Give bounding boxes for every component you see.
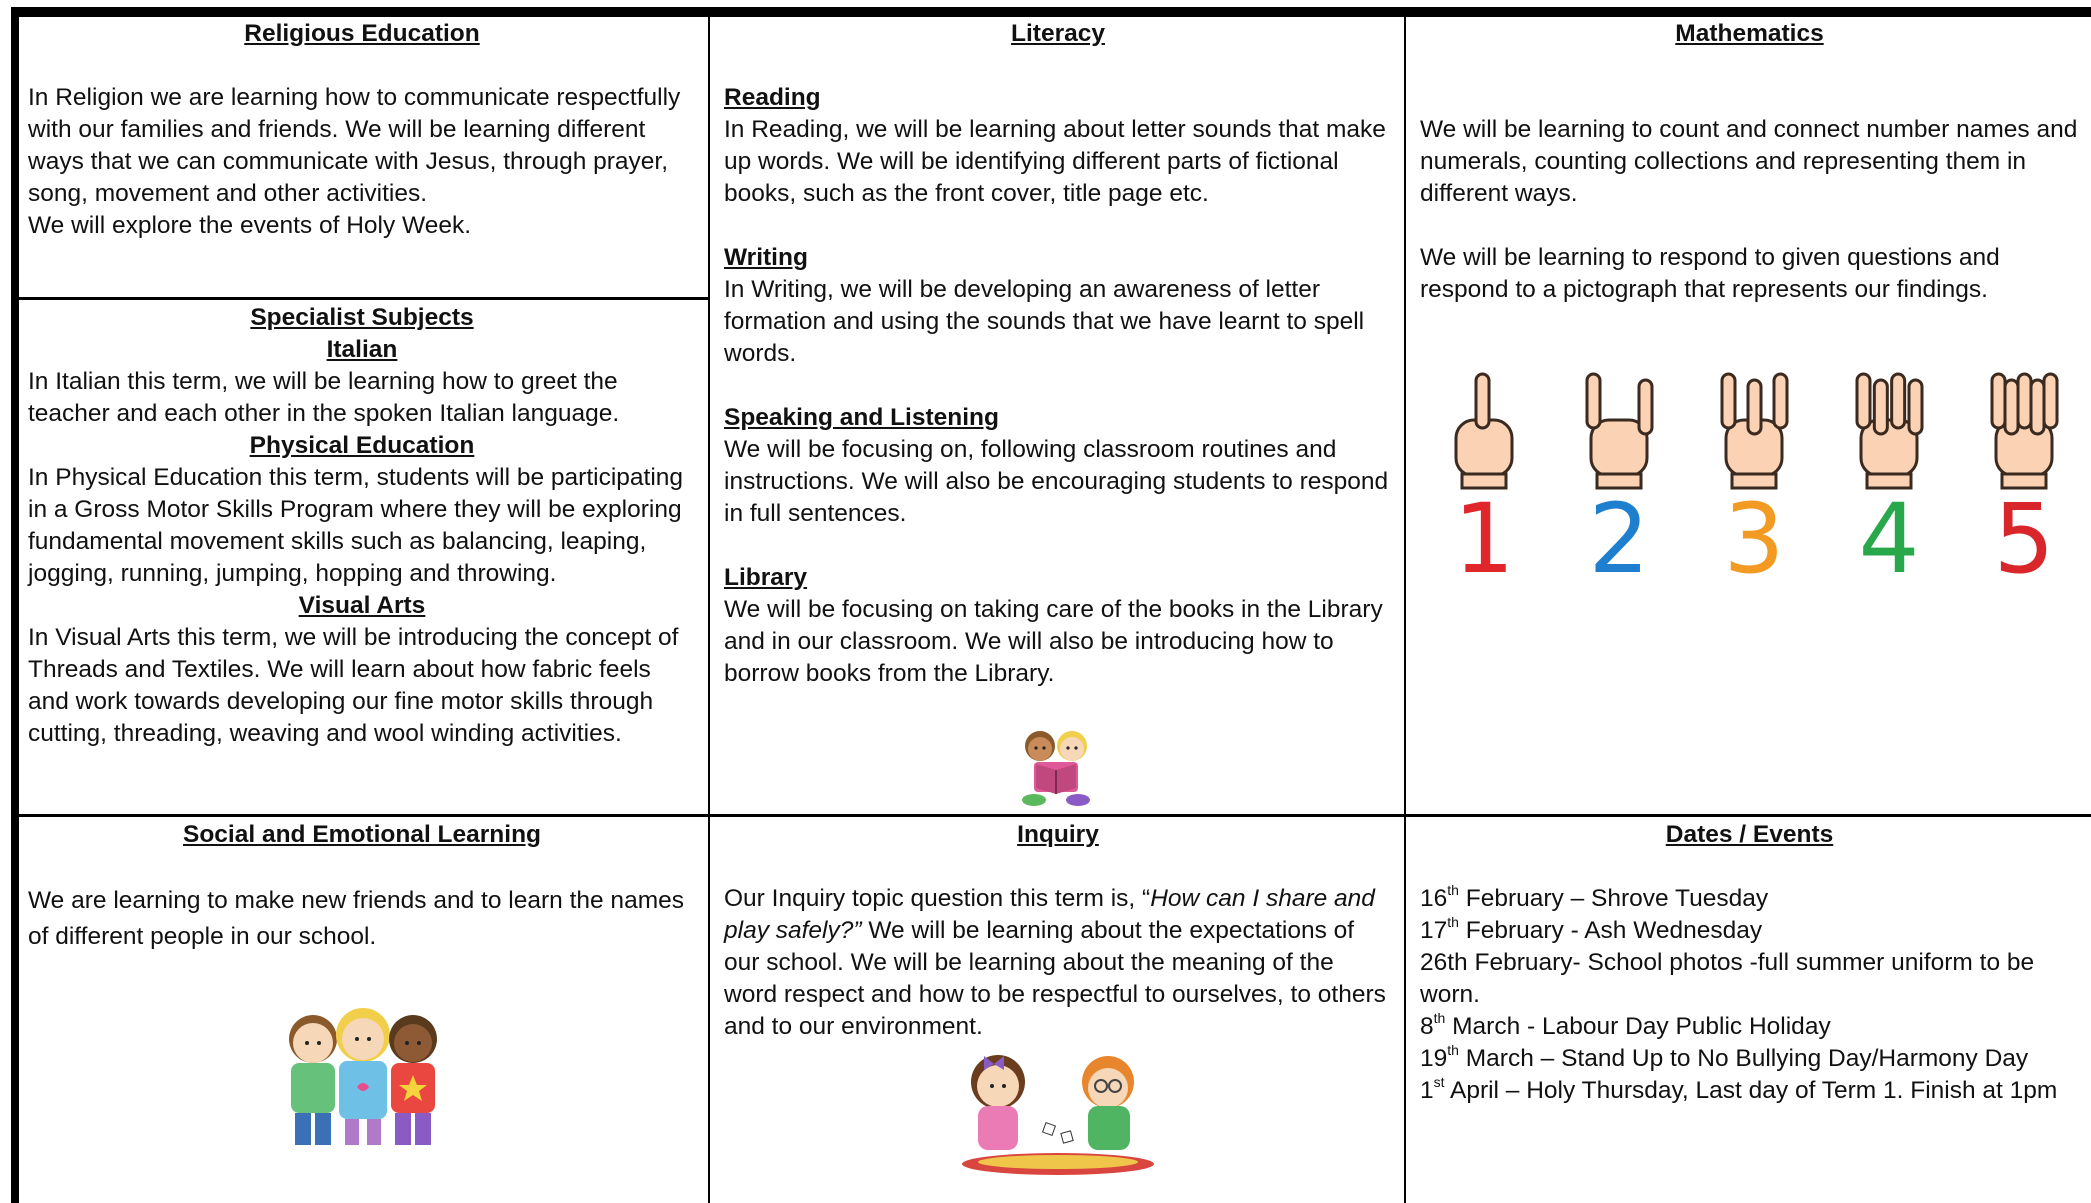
inquiry-question: How can I share and play safely?” [724, 885, 1375, 944]
event-item [1420, 947, 2079, 1011]
library-text: We will be focusing on taking care of the books in the Library and in our classroom. We will also be introducing how to borrow books from the Library. [724, 596, 1383, 687]
events-list [1420, 883, 2079, 1107]
visual-arts-text: In Visual Arts this term, we will be introducing the concept of Threads and Textiles. We will learn about how fabric feels and work towards developing our fine motor skills through cutting, threading, weaving and wool winding activities. [28, 624, 679, 747]
event-text: March – Stand Up to No Bullying Day/Harmony Day [1458, 1045, 2029, 1072]
reading-text: In Reading, we will be learning about letter sounds that make up words. We will be identifying different parts of fictional books, such as the front cover, title page etc. [724, 116, 1386, 207]
italian-text: In Italian this term, we will be learning how to greet the teacher and each other in the spoken Italian language. [28, 368, 620, 427]
numeral-5: 5 [1993, 483, 2055, 590]
numeral-2: 2 [1588, 483, 1650, 590]
inquiry-text-b: We will be learning about the expectations of our school. We will be learning about the meaning of the word respect and how to be respectful to ourselves, to others and to our environment. [724, 917, 1386, 1040]
visual-arts-title: Visual Arts [298, 592, 426, 619]
dates-events-section [1406, 819, 2091, 1203]
event-text: April – Holy Thursday, Last day of Term 1. Finish at 1pm [1444, 1077, 2058, 1104]
hand-2-icon [1587, 374, 1652, 488]
friends-illustration [275, 1003, 451, 1151]
event-item [1420, 1043, 2079, 1075]
event-text: March - Labour Day Public Holiday [1445, 1013, 1831, 1040]
event-item [1420, 883, 2079, 915]
hand-4-icon [1857, 374, 1922, 488]
inquiry-title: Inquiry [1017, 821, 1099, 848]
event-day: 8 [1420, 1013, 1434, 1040]
event-day: 26th February- School photos -full summer uniform to be worn. [1420, 949, 2035, 1008]
event-day-suffix: th [1447, 881, 1459, 898]
event-item [1420, 915, 2079, 947]
writing-text: In Writing, we will be developing an awareness of letter formation and using the sounds that we have learnt to spell words. [724, 276, 1365, 367]
sel-title: Social and Emotional Learning [182, 821, 542, 848]
speaking-listening-text: We will be focusing on, following classroom routines and instructions. We will also be encouraging students to respond in full sentences. [724, 436, 1389, 527]
speaking-listening-title: Speaking and Listening [724, 404, 999, 431]
numeral-4: 4 [1858, 483, 1920, 590]
library-title: Library [724, 564, 808, 591]
pe-text: In Physical Education this term, students will be participating in a Gross Motor Skills Program where they will be exploring fundamental movement skills such as balancing, leaping, jogging, running, jumping, hopping and throwing. [28, 464, 684, 587]
maths-para-1: We will be learning to count and connect number names and numerals, counting collections and representing them in different ways. [1420, 116, 2078, 207]
hand-3-icon [1722, 374, 1787, 488]
top-border [11, 7, 2091, 17]
religious-title: Religious Education [244, 20, 480, 47]
event-day-suffix: th [1447, 1041, 1459, 1058]
row-divider-main [14, 814, 2091, 817]
event-day: 16 [1420, 885, 1448, 912]
event-day: 1 [1420, 1077, 1434, 1104]
inquiry-text-a: Our Inquiry topic question this term is, “ [724, 885, 1151, 912]
religious-para-1: In Religion we are learning how to communicate respectfully with our families and friends. We will be learning different ways that we can communicate with Jesus, through prayer, song, movement and other activities. [28, 84, 681, 207]
sel-text: We are learning to make new friends and to learn the names of different people in our school. [28, 887, 684, 950]
writing-title: Writing [724, 244, 808, 271]
numeral-1: 1 [1453, 483, 1515, 590]
inquiry-text [724, 883, 1392, 1043]
event-day-suffix: th [1447, 913, 1459, 930]
literacy-title: Literacy [1011, 20, 1105, 47]
counting-hands-svg [1430, 360, 2070, 590]
reading-title: Reading [724, 84, 821, 111]
maths-para-2: We will be learning to respond to given questions and respond to a pictograph that represents our findings. [1420, 244, 2000, 303]
event-day-suffix: th [1433, 1009, 1446, 1026]
row-divider-left [14, 297, 710, 300]
specialist-title: Specialist Subjects [250, 304, 474, 331]
dates-title: Dates / Events [1665, 821, 1834, 848]
children-playing-illustration [958, 1048, 1158, 1176]
religious-para-2: We will explore the events of Holy Week. [28, 212, 472, 239]
maths-title: Mathematics [1675, 20, 1824, 47]
specialist-subjects-section [14, 302, 708, 812]
counting-hands-illustration [1430, 360, 2070, 590]
italian-title: Italian [326, 336, 398, 363]
event-day-suffix: st [1433, 1073, 1445, 1090]
numeral-3: 3 [1723, 483, 1785, 590]
religious-education-section [14, 18, 708, 296]
event-text: February – Shrove Tuesday [1458, 885, 1769, 912]
event-day: 17 [1420, 917, 1448, 944]
reading-children-illustration [1014, 722, 1098, 810]
literacy-section [710, 18, 1404, 813]
event-day: 19 [1420, 1045, 1448, 1072]
event-text: February - Ash Wednesday [1458, 917, 1763, 944]
hand-5-icon [1992, 374, 2057, 488]
event-item [1420, 1075, 2079, 1107]
event-item [1420, 1011, 2079, 1043]
pe-title: Physical Education [249, 432, 475, 459]
hand-1-icon [1456, 374, 1512, 488]
